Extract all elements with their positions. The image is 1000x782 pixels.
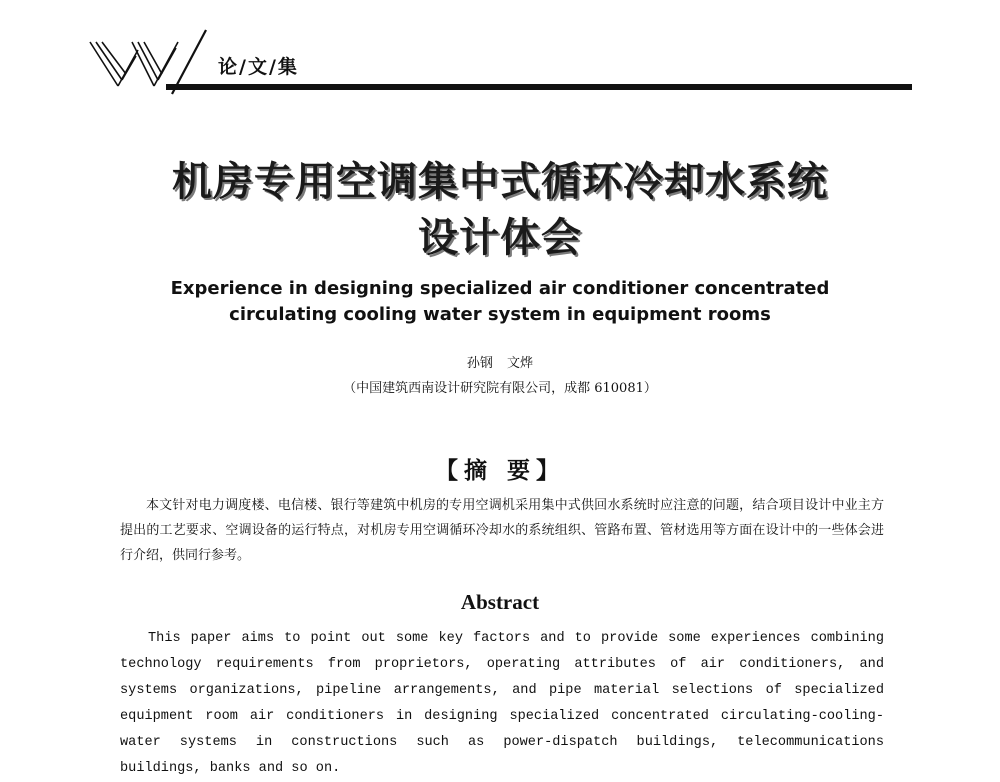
- affiliation: （中国建筑西南设计研究院有限公司，成都 610081）: [343, 381, 657, 396]
- title-en-line-1: Experience in designing specialized air conditioner concentrated: [170, 278, 830, 299]
- journal-header: [88, 22, 912, 98]
- header-rule: [166, 84, 912, 90]
- abstract-cn-heading: 【摘 要】: [434, 457, 565, 484]
- abstract-en-heading: Abstract: [460, 590, 540, 614]
- abstract-en-body: This paper aims to point out some key factors and to provide some experiences combining technology requirements from proprietors, operating attributes of air conditioners, and systems organizations, pipeline arrangements, and pipe material selections of specialized equipment room air conditioners in designing specialized concentrated circulating-cooling-water systems in constructions such as power-dispatch buildings, telecommunications buildings, banks and so on.: [120, 631, 884, 776]
- title-en-line-2: circulating cooling water system in equipment rooms: [229, 304, 771, 325]
- title-cn-line-2: 设计体会: [418, 215, 582, 261]
- title-cn-line-1: 机房专用空调集中式循环冷却水系统: [172, 159, 828, 205]
- authors: 孙钢 文烨: [466, 356, 534, 371]
- section-label: 论/文/集: [218, 56, 299, 78]
- abstract-cn-body: 本文针对电力调度楼、电信楼、银行等建筑中机房的专用空调机采用集中式供回水系统时应注意的问题，结合项目设计中业主方提出的工艺要求、空调设备的运行特点，对机房专用空调循环冷却水的系统组织、管路布置、管材选用等方面在设计中的一些体会进行介绍，供同行参考。: [120, 498, 884, 563]
